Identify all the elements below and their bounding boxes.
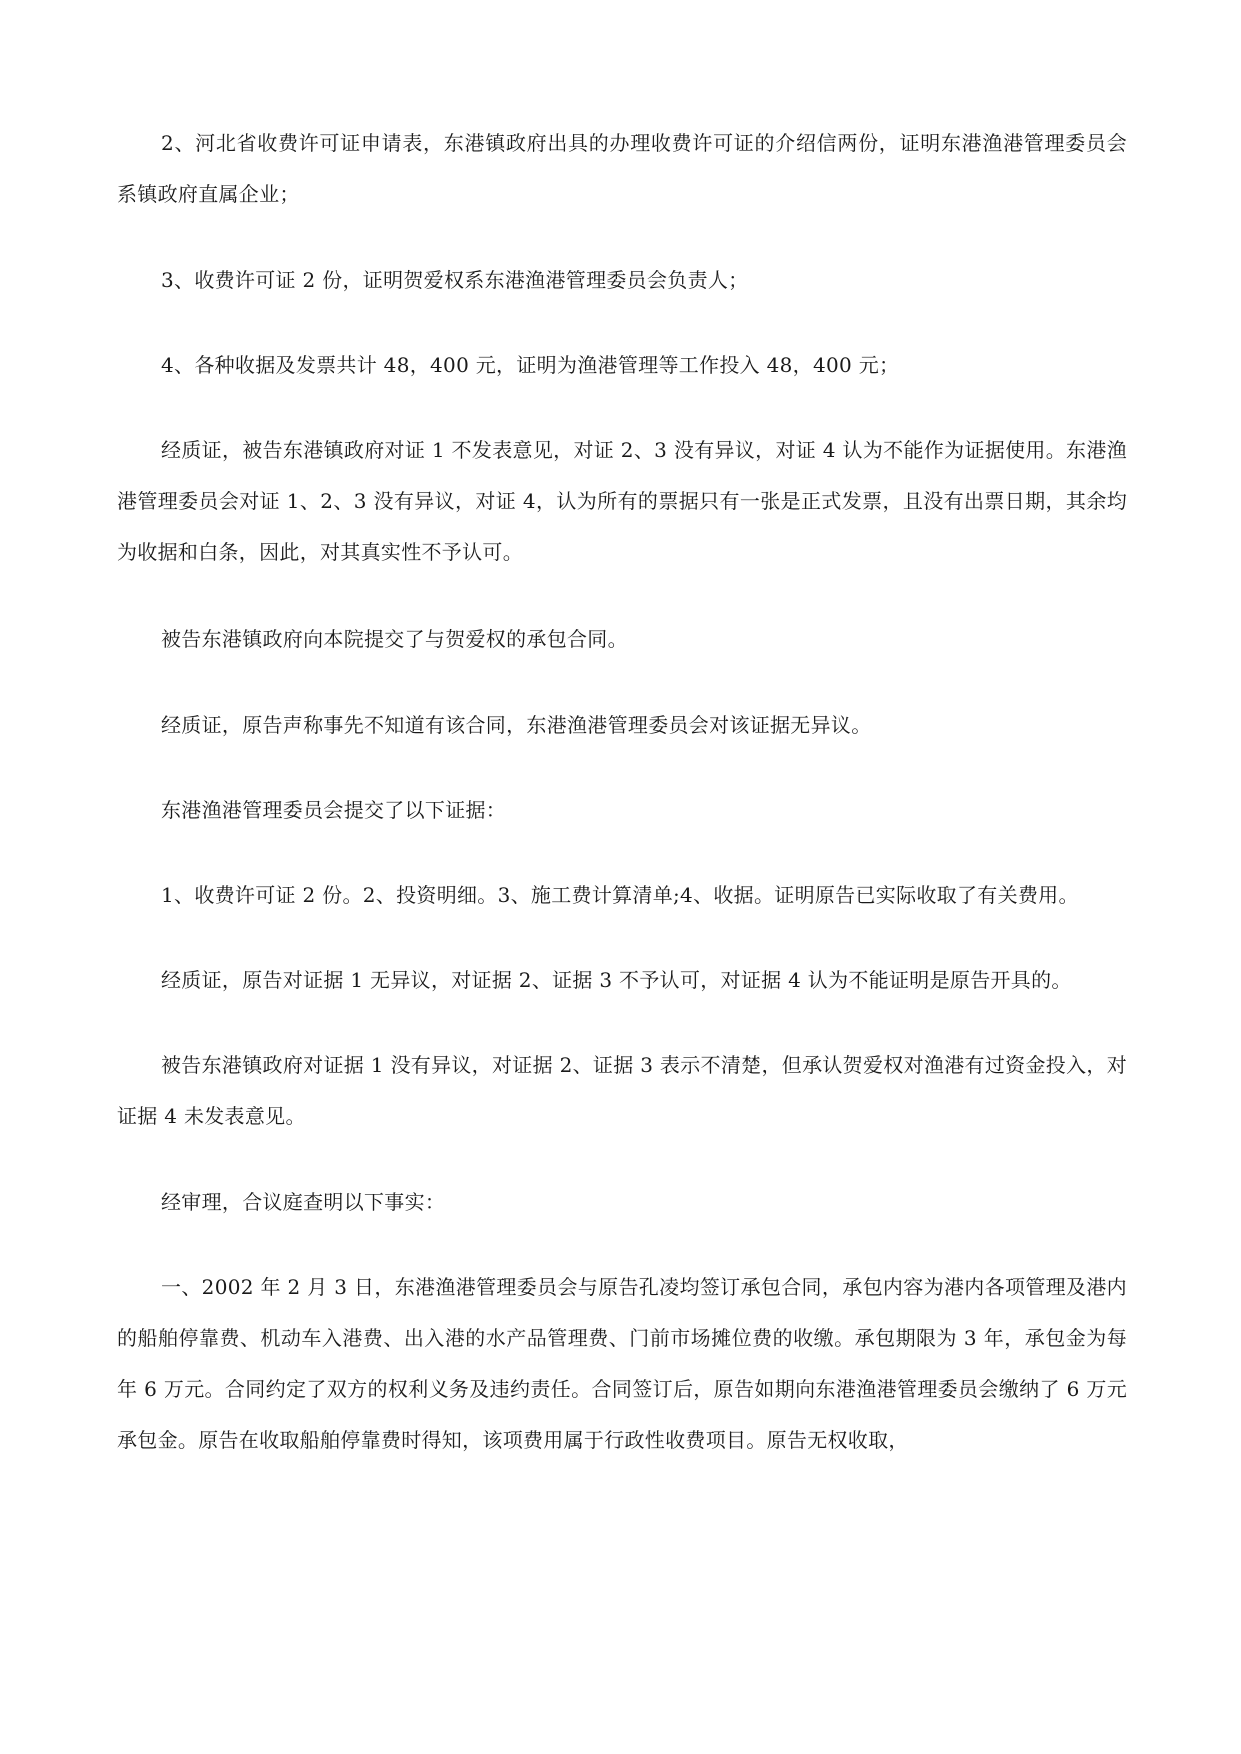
paragraph-4: 经质证，被告东港镇政府对证 1 不发表意见，对证 2、3 没有异议，对证 4 认为不能作为证据使用。东港渔港管理委员会对证 1、2、3 没有异议，对证 4，认为所有的票据只有一张是正式发票，且没有出票日期，其余均为收据和白条，因此，对其真实性不予认可。 <box>117 438 1127 564</box>
paragraph-11: 经审理，合议庭查明以下事实： <box>161 1190 446 1214</box>
paragraph-9: 经质证，原告对证据 1 无异议，对证据 2、证据 3 不予认可，对证据 4 认为不能证明是原告开具的。 <box>161 968 1072 992</box>
paragraph-1: 2、河北省收费许可证申请表，东港镇政府出具的办理收费许可证的介绍信两份，证明东港渔港管理委员会系镇政府直属企业； <box>117 131 1127 206</box>
paragraph-7: 东港渔港管理委员会提交了以下证据： <box>161 798 507 822</box>
paragraph-10: 被告东港镇政府对证据 1 没有异议，对证据 2、证据 3 表示不清楚，但承认贺爱权对渔港有过资金投入，对证据 4 未发表意见。 <box>117 1053 1127 1128</box>
paragraph-6: 经质证，原告声称事先不知道有该合同，东港渔港管理委员会对该证据无异议。 <box>161 713 872 737</box>
paragraph-2: 3、收费许可证 2 份，证明贺爱权系东港渔港管理委员会负责人； <box>161 268 749 292</box>
paragraph-12: 一、2002 年 2 月 3 日，东港渔港管理委员会与原告孔凌均签订承包合同，承包内容为港内各项管理及港内的船舶停靠费、机动车入港费、出入港的水产品管理费、门前市场摊位费的收缴。承包期限为 3 年，承包金为每年 6 万元。合同约定了双方的权利义务及违约责任。合同签订后，原告如期向东港渔港管理委员会缴纳了 6 万元承包金。原告在收取船舶停靠费时得知，该项费用属于行政性收费项目。原告无权收取， <box>117 1275 1127 1452</box>
paragraph-3: 4、各种收据及发票共计 48，400 元，证明为渔港管理等工作投入 48，400 元； <box>161 353 900 377</box>
paragraph-8: 1、收费许可证 2 份。2、投资明细。3、施工费计算清单;4、收据。证明原告已实际收取了有关费用。 <box>161 883 1079 907</box>
paragraph-5: 被告东港镇政府向本院提交了与贺爱权的承包合同。 <box>161 627 628 651</box>
